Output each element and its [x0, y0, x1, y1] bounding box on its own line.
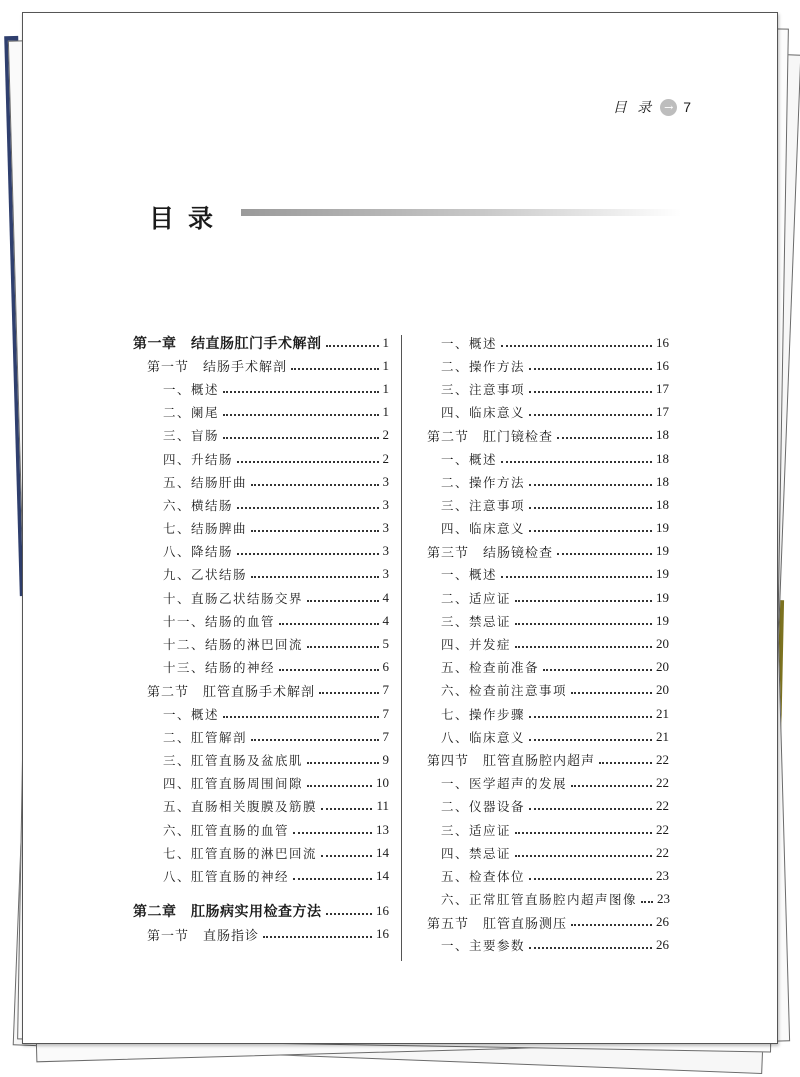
- toc-section[interactable]: [427, 540, 669, 563]
- dot-leader: [641, 901, 653, 903]
- toc-page-number: 17: [656, 404, 669, 420]
- header-label: 目 录: [612, 100, 655, 116]
- toc-page-number: 23: [656, 867, 669, 883]
- dot-leader: [223, 414, 378, 416]
- toc-page-number: 3: [382, 473, 389, 489]
- toc-page-number: 16: [656, 357, 669, 373]
- toc-entry-label: 三、禁忌证: [441, 613, 512, 629]
- toc-item[interactable]: [133, 447, 389, 470]
- toc-page-number: 19: [656, 612, 669, 628]
- dot-leader: [263, 936, 372, 938]
- dot-leader: [293, 878, 372, 880]
- toc-item[interactable]: [133, 424, 389, 447]
- dot-leader: [529, 808, 652, 810]
- dot-leader: [515, 646, 652, 648]
- toc-entry-label: 四、升结肠: [163, 451, 234, 467]
- toc-entry-label: 一、概述: [163, 706, 220, 722]
- toc-page-number: 17: [656, 380, 669, 396]
- toc-entry-label: 第一节 结肠手术解剖: [147, 360, 288, 376]
- header-page-number: 7: [683, 99, 691, 115]
- toc-item[interactable]: [133, 864, 389, 887]
- toc-entry-label: 一、概述: [441, 567, 498, 583]
- dot-leader: [529, 391, 652, 393]
- toc-page-number: 5: [382, 636, 389, 652]
- toc-entry-label: 四、肛管直肠周围间隙: [163, 776, 304, 792]
- dot-leader: [223, 391, 378, 393]
- dot-leader: [515, 855, 652, 857]
- toc-page-number: 18: [656, 450, 669, 466]
- toc-entry-label: 第五节 肛管直肠测压: [427, 916, 568, 932]
- dot-leader: [307, 600, 378, 602]
- toc-entry-label: 第一节 直肠指诊: [147, 928, 260, 944]
- toc-page-number: 22: [656, 844, 669, 860]
- toc-entry-label: 四、并发症: [441, 637, 512, 653]
- toc-entry-label: 第一章 结直肠肛门手术解剖: [133, 335, 322, 352]
- dot-leader: [251, 576, 378, 578]
- title-rule: [241, 209, 681, 216]
- dot-leader: [529, 484, 652, 486]
- toc-item[interactable]: [427, 702, 669, 725]
- toc-page-number: 10: [376, 775, 389, 791]
- toc-item[interactable]: [427, 401, 669, 424]
- dot-leader: [529, 530, 652, 532]
- dot-leader: [515, 832, 652, 834]
- toc-entry-label: 十一、结肠的血管: [163, 613, 276, 629]
- toc-entry-label: 四、禁忌证: [441, 845, 512, 861]
- toc-entry-label: 七、肛管直肠的淋巴回流: [163, 845, 318, 861]
- toc-entry-label: 五、结肠肝曲: [163, 474, 248, 490]
- toc-entry-label: 三、注意事项: [441, 497, 526, 513]
- toc-entry-label: 二、肛管解剖: [163, 729, 248, 745]
- toc-item[interactable]: [133, 586, 389, 609]
- toc-page-number: 20: [656, 636, 669, 652]
- toc-entry-label: 六、检查前注意事项: [441, 683, 568, 699]
- dot-leader: [501, 576, 652, 578]
- toc-item[interactable]: [427, 888, 669, 911]
- toc-item[interactable]: [427, 656, 669, 679]
- toc-item[interactable]: [133, 632, 389, 655]
- toc-item[interactable]: [133, 818, 389, 841]
- toc-item[interactable]: [427, 632, 669, 655]
- toc-entry-label: 八、肛管直肠的神经: [163, 868, 290, 884]
- dot-leader: [223, 716, 378, 718]
- toc-entry-label: 一、主要参数: [441, 938, 526, 954]
- dot-leader: [529, 878, 652, 880]
- toc-entry-label: 八、降结肠: [163, 544, 234, 560]
- toc-item[interactable]: [133, 748, 389, 771]
- toc-item[interactable]: [427, 609, 669, 632]
- toc-item[interactable]: [427, 772, 669, 795]
- toc-page-number: 19: [656, 589, 669, 605]
- page-title: 目录: [149, 204, 228, 233]
- toc-item[interactable]: [133, 772, 389, 795]
- dot-leader: [529, 368, 652, 370]
- toc-page-number: 9: [382, 751, 389, 767]
- toc-entry-label: 三、盲肠: [163, 428, 220, 444]
- toc-page-number: 19: [656, 566, 669, 582]
- toc-item[interactable]: [133, 725, 389, 748]
- running-header: [613, 97, 691, 117]
- toc-entry-label: 三、适应证: [441, 822, 512, 838]
- toc-item[interactable]: [427, 377, 669, 400]
- toc-entry-label: 第三节 结肠镜检查: [427, 545, 554, 561]
- toc-page-number: 22: [656, 798, 669, 814]
- dot-leader: [251, 484, 378, 486]
- dot-leader: [571, 692, 652, 694]
- toc-entry-label: 九、乙状结肠: [163, 567, 248, 583]
- toc-page: [22, 12, 778, 1044]
- dot-leader: [326, 345, 379, 347]
- toc-section[interactable]: [427, 748, 669, 771]
- toc-page-number: 19: [656, 520, 669, 536]
- toc-page-number: 1: [382, 404, 389, 420]
- toc-item[interactable]: [427, 493, 669, 516]
- dot-leader: [501, 345, 652, 347]
- toc-item[interactable]: [427, 841, 669, 864]
- toc-item[interactable]: [133, 401, 389, 424]
- toc-item[interactable]: [427, 517, 669, 540]
- toc-item[interactable]: [427, 586, 669, 609]
- dot-leader: [279, 669, 378, 671]
- toc-entry-label: 三、肛管直肠及盆底肌: [163, 752, 304, 768]
- toc-page-number: 22: [656, 775, 669, 791]
- dot-leader: [307, 646, 378, 648]
- toc-entry-label: 六、横结肠: [163, 497, 234, 513]
- arrow-icon: →: [660, 99, 677, 116]
- toc-page-number: 3: [382, 496, 389, 512]
- dot-leader: [251, 739, 378, 741]
- toc-page-number: 3: [382, 566, 389, 582]
- toc-entry-label: 十二、结肠的淋巴回流: [163, 637, 304, 653]
- toc-section[interactable]: [427, 424, 669, 447]
- dot-leader: [515, 623, 652, 625]
- toc-gap: [133, 888, 389, 900]
- toc-chapter[interactable]: [133, 331, 389, 354]
- toc-page-number: 1: [382, 357, 389, 373]
- toc-entry-label: 十三、结肠的神经: [163, 660, 276, 676]
- toc-section[interactable]: [133, 679, 389, 702]
- toc-page-number: 6: [382, 659, 389, 675]
- toc-item[interactable]: [427, 818, 669, 841]
- toc-entry-label: 五、检查体位: [441, 868, 526, 884]
- toc-page-number: 13: [376, 821, 389, 837]
- toc-item[interactable]: [133, 517, 389, 540]
- toc-item[interactable]: [133, 841, 389, 864]
- dot-leader: [529, 947, 652, 949]
- toc-item[interactable]: [133, 470, 389, 493]
- toc-page-number: 16: [656, 334, 669, 350]
- dot-leader: [237, 507, 378, 509]
- toc-item[interactable]: [427, 331, 669, 354]
- toc-page-number: 3: [382, 520, 389, 536]
- toc-page-number: 3: [382, 543, 389, 559]
- toc-page-number: 16: [376, 903, 389, 919]
- dot-leader: [571, 924, 652, 926]
- toc-page-number: 26: [656, 937, 669, 953]
- toc-page-number: 18: [656, 473, 669, 489]
- toc-entry-label: 七、操作步骤: [441, 706, 526, 722]
- toc-page-number: 2: [382, 450, 389, 466]
- toc-item[interactable]: [427, 679, 669, 702]
- dot-leader: [293, 832, 372, 834]
- dot-leader: [557, 437, 652, 439]
- toc-page-number: 14: [376, 844, 389, 860]
- toc-item[interactable]: [427, 470, 669, 493]
- toc-page-number: 20: [656, 659, 669, 675]
- toc-item[interactable]: [427, 725, 669, 748]
- toc-entry-label: 八、临床意义: [441, 729, 526, 745]
- toc-entry-label: 二、阑尾: [163, 405, 220, 421]
- toc-item[interactable]: [133, 609, 389, 632]
- toc-entry-label: 第四节 肛管直肠腔内超声: [427, 754, 596, 770]
- toc-page-number: 22: [656, 751, 669, 767]
- toc-entry-label: 四、临床意义: [441, 521, 526, 537]
- toc-entry-label: 一、医学超声的发展: [441, 776, 568, 792]
- toc-item[interactable]: [133, 563, 389, 586]
- toc-entry-label: 十、直肠乙状结肠交界: [163, 590, 304, 606]
- dot-leader: [501, 461, 652, 463]
- toc-item[interactable]: [427, 934, 669, 957]
- toc-entry-label: 一、概述: [163, 381, 220, 397]
- dot-leader: [529, 716, 652, 718]
- dot-leader: [529, 739, 652, 741]
- toc-page-number: 11: [376, 798, 389, 814]
- toc-entry-label: 三、注意事项: [441, 381, 526, 397]
- toc-page-number: 22: [656, 821, 669, 837]
- toc-left-column: [133, 331, 389, 946]
- toc-page-number: 2: [382, 427, 389, 443]
- toc-page-number: 14: [376, 867, 389, 883]
- dot-leader: [529, 414, 652, 416]
- toc-page-number: 20: [656, 682, 669, 698]
- dot-leader: [529, 507, 652, 509]
- dot-leader: [307, 762, 378, 764]
- toc-item[interactable]: [133, 656, 389, 679]
- toc-entry-label: 一、概述: [441, 451, 498, 467]
- dot-leader: [223, 437, 378, 439]
- toc-entry-label: 第二节 肛门镜检查: [427, 429, 554, 445]
- dot-leader: [291, 368, 378, 370]
- toc-item[interactable]: [133, 795, 389, 818]
- dot-leader: [237, 461, 378, 463]
- toc-item[interactable]: [427, 563, 669, 586]
- dot-leader: [326, 913, 373, 915]
- toc-item[interactable]: [133, 493, 389, 516]
- toc-page-number: 7: [382, 705, 389, 721]
- toc-right-column: [427, 331, 669, 957]
- toc-item[interactable]: [427, 795, 669, 818]
- dot-leader: [251, 530, 378, 532]
- toc-entry-label: 五、直肠相关腹膜及筋膜: [163, 799, 318, 815]
- toc-entry-label: 四、临床意义: [441, 405, 526, 421]
- dot-leader: [279, 623, 378, 625]
- toc-entry-label: 第二节 肛管直肠手术解剖: [147, 684, 316, 700]
- toc-page-number: 16: [376, 926, 389, 942]
- dot-leader: [237, 553, 378, 555]
- dot-leader: [321, 808, 372, 810]
- toc-entry-label: 二、仪器设备: [441, 799, 526, 815]
- dot-leader: [321, 855, 372, 857]
- toc-item[interactable]: [133, 540, 389, 563]
- toc-page-number: 18: [656, 427, 669, 443]
- toc-page-number: 1: [382, 380, 389, 396]
- toc-item[interactable]: [427, 864, 669, 887]
- column-divider: [401, 335, 402, 961]
- toc-page-number: 19: [656, 543, 669, 559]
- toc-section[interactable]: [133, 923, 389, 946]
- toc-entry-label: 二、操作方法: [441, 358, 526, 374]
- toc-entry-label: 第二章 肛肠病实用检查方法: [133, 904, 322, 921]
- toc-page-number: 21: [656, 728, 669, 744]
- toc-entry-label: 六、正常肛管直肠腔内超声图像: [441, 892, 638, 908]
- toc-page-number: 7: [382, 728, 389, 744]
- toc-section[interactable]: [133, 354, 389, 377]
- toc-chapter[interactable]: [133, 900, 389, 923]
- toc-item[interactable]: [427, 354, 669, 377]
- toc-page-number: 4: [382, 612, 389, 628]
- dot-leader: [571, 785, 652, 787]
- dot-leader: [543, 669, 652, 671]
- toc-entry-label: 二、适应证: [441, 590, 512, 606]
- dot-leader: [307, 785, 372, 787]
- toc-item[interactable]: [133, 377, 389, 400]
- toc-page-number: 7: [382, 682, 389, 698]
- dot-leader: [557, 553, 652, 555]
- toc-entry-label: 七、结肠脾曲: [163, 521, 248, 537]
- toc-entry-label: 一、概述: [441, 335, 498, 351]
- toc-entry-label: 二、操作方法: [441, 474, 526, 490]
- dot-leader: [599, 762, 652, 764]
- toc-item[interactable]: [133, 702, 389, 725]
- toc-page-number: 23: [657, 891, 671, 907]
- dot-leader: [515, 600, 652, 602]
- toc-page-number: 21: [656, 705, 669, 721]
- toc-page-number: 18: [656, 496, 669, 512]
- toc-entry-label: 五、检查前准备: [441, 660, 540, 676]
- toc-page-number: 26: [656, 914, 669, 930]
- toc-section[interactable]: [427, 911, 669, 934]
- toc-item[interactable]: [427, 447, 669, 470]
- toc-page-number: 4: [382, 589, 389, 605]
- toc-page-number: 1: [382, 334, 389, 350]
- toc-entry-label: 六、肛管直肠的血管: [163, 822, 290, 838]
- dot-leader: [319, 692, 378, 694]
